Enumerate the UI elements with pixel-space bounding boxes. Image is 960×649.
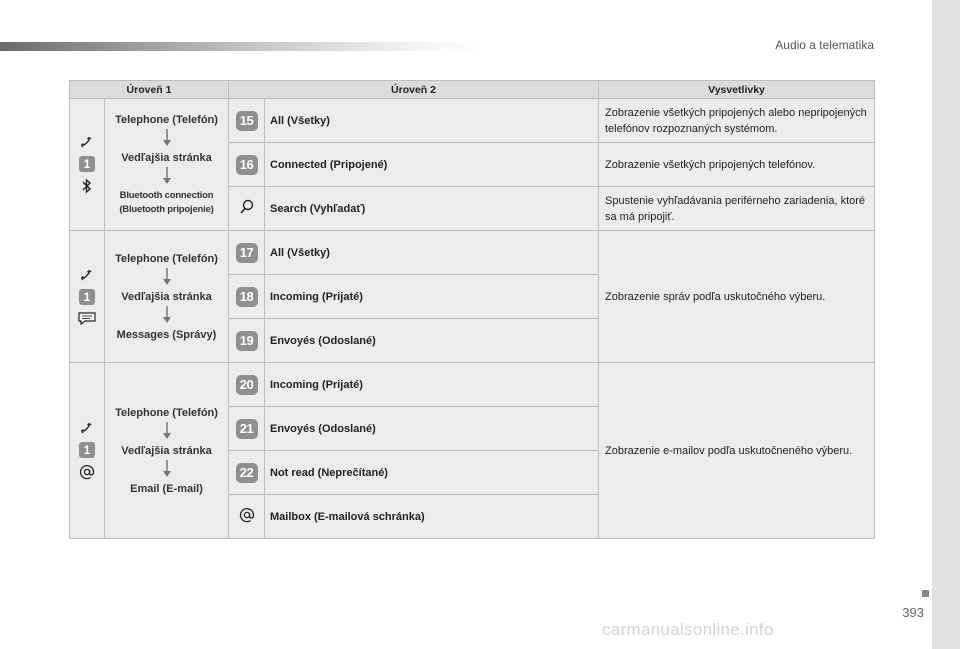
icon-cell bbox=[229, 187, 265, 231]
level1-icons-messages bbox=[70, 231, 105, 363]
arrow-down-icon bbox=[162, 129, 172, 147]
flow-step: Bluetooth connection (Bluetooth pripojenie) bbox=[119, 189, 214, 215]
flow-bluetooth bbox=[105, 99, 229, 231]
badge-cell bbox=[229, 451, 265, 495]
at-icon bbox=[239, 507, 255, 523]
level2-label: Search (Vyhľadať) bbox=[265, 187, 599, 231]
level2-label: Not read (Neprečítané) bbox=[265, 451, 599, 495]
sms-icon bbox=[77, 311, 97, 325]
flow-step: Telephone (Telefón) bbox=[115, 113, 218, 126]
header-gradient-bar bbox=[0, 42, 480, 51]
step-number: 1 bbox=[79, 442, 95, 458]
step-number: 1 bbox=[79, 156, 95, 172]
level1-icons-bluetooth bbox=[70, 99, 105, 231]
table-row bbox=[70, 363, 875, 407]
handset-icon bbox=[80, 269, 94, 283]
level2-label: Envoyés (Odoslané) bbox=[265, 407, 599, 451]
badge-cell bbox=[229, 99, 265, 143]
watermark: carmanualsonline.info bbox=[602, 620, 774, 639]
arrow-down-icon bbox=[162, 306, 172, 324]
level2-label: Incoming (Prijaté) bbox=[265, 363, 599, 407]
arrow-down-icon bbox=[162, 167, 172, 185]
table-row bbox=[70, 99, 875, 143]
header-level1: Úroveň 1 bbox=[70, 81, 229, 99]
step-number: 1 bbox=[79, 289, 95, 305]
arrow-down-icon bbox=[162, 422, 172, 440]
bluetooth-icon bbox=[81, 178, 93, 194]
side-strip bbox=[932, 0, 960, 649]
level2-label: Connected (Pripojené) bbox=[265, 143, 599, 187]
flow-email bbox=[105, 363, 229, 539]
level2-label: Mailbox (E-mailová schránka) bbox=[265, 495, 599, 539]
badge-cell bbox=[229, 319, 265, 363]
badge-21: 21 bbox=[236, 419, 258, 439]
section-title: Audio a telematika bbox=[775, 38, 874, 52]
explanation: Spustenie vyhľadávania periférneho zariadenia, ktoré sa má pripojiť. bbox=[599, 187, 875, 231]
badge-22: 22 bbox=[236, 463, 258, 483]
arrow-down-icon bbox=[162, 460, 172, 478]
search-icon bbox=[239, 199, 255, 215]
badge-cell bbox=[229, 231, 265, 275]
at-icon bbox=[79, 464, 95, 480]
flow-step: Telephone (Telefón) bbox=[115, 252, 218, 265]
explanation: Zobrazenie všetkých pripojených telefónov. bbox=[599, 143, 875, 187]
icon-cell bbox=[229, 495, 265, 539]
handset-icon bbox=[80, 422, 94, 436]
badge-18: 18 bbox=[236, 287, 258, 307]
flow-messages bbox=[105, 231, 229, 363]
level2-label: All (Všetky) bbox=[265, 231, 599, 275]
badge-20: 20 bbox=[236, 375, 258, 395]
explanation: Zobrazenie e-mailov podľa uskutočneného výberu. bbox=[599, 363, 875, 539]
level2-label: All (Všetky) bbox=[265, 99, 599, 143]
explanation: Zobrazenie správ podľa uskutočného výberu. bbox=[599, 231, 875, 363]
flow-step: Vedľajšia stránka bbox=[121, 444, 212, 457]
page-marker bbox=[922, 590, 929, 597]
header-explanation: Vysvetlivky bbox=[599, 81, 875, 99]
flow-step: Messages (Správy) bbox=[116, 328, 217, 341]
badge-19: 19 bbox=[236, 331, 258, 351]
flow-step: Email (E-mail) bbox=[130, 482, 203, 495]
badge-cell bbox=[229, 275, 265, 319]
flow-step: Vedľajšia stránka bbox=[121, 290, 212, 303]
badge-cell bbox=[229, 363, 265, 407]
arrow-down-icon bbox=[162, 268, 172, 286]
flow-step: Telephone (Telefón) bbox=[115, 406, 218, 419]
explanation: Zobrazenie všetkých pripojených alebo nepripojených telefónov rozpoznaných systémom. bbox=[599, 99, 875, 143]
level2-label: Envoyés (Odoslané) bbox=[265, 319, 599, 363]
flow-step: Vedľajšia stránka bbox=[121, 151, 212, 164]
header-level2: Úroveň 2 bbox=[229, 81, 599, 99]
level2-label: Incoming (Prijaté) bbox=[265, 275, 599, 319]
page-number: 393 bbox=[902, 605, 924, 620]
table-row bbox=[70, 231, 875, 275]
badge-cell bbox=[229, 407, 265, 451]
badge-16: 16 bbox=[236, 155, 258, 175]
badge-cell bbox=[229, 143, 265, 187]
menu-table bbox=[69, 80, 875, 539]
table-header-row bbox=[70, 81, 875, 99]
badge-15: 15 bbox=[236, 111, 258, 131]
handset-icon bbox=[80, 136, 94, 150]
badge-17: 17 bbox=[236, 243, 258, 263]
level1-icons-email bbox=[70, 363, 105, 539]
